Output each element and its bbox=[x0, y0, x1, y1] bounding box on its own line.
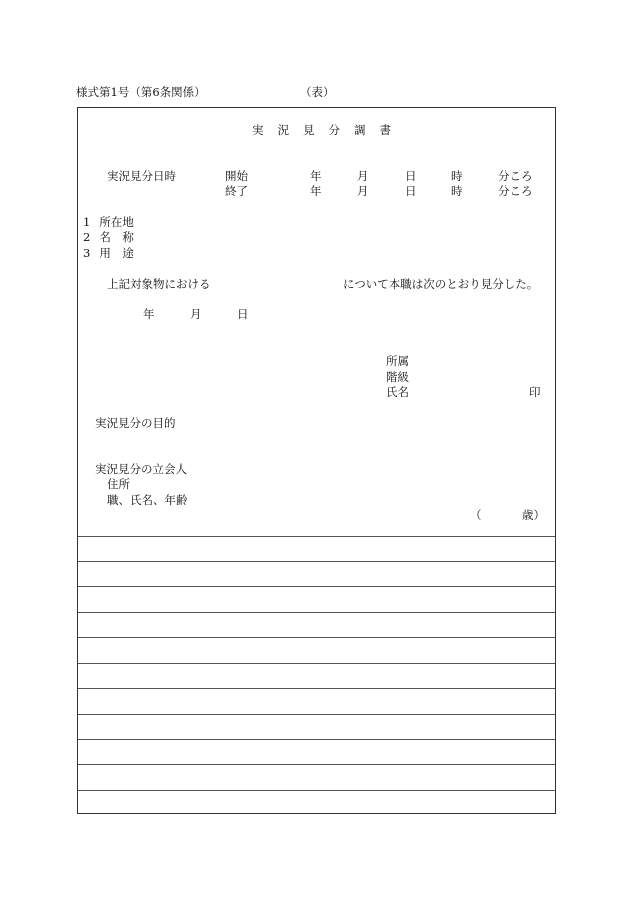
end-hour: 時 bbox=[451, 184, 463, 198]
officer-name: 氏名 bbox=[386, 385, 409, 399]
inspection-report-form bbox=[77, 107, 556, 814]
item-number: 1 bbox=[83, 215, 91, 229]
ruled-line bbox=[78, 536, 555, 537]
document-title bbox=[252, 125, 391, 137]
officer-rank: 階級 bbox=[386, 370, 409, 384]
ruled-line bbox=[78, 663, 555, 664]
ruled-line bbox=[78, 637, 555, 638]
witness-details: 職、氏名、年齢 bbox=[107, 493, 188, 507]
side-label: （表） bbox=[300, 85, 335, 99]
ruled-line bbox=[78, 561, 555, 562]
witness-address: 住所 bbox=[107, 477, 130, 491]
item-number: 2 bbox=[83, 230, 91, 244]
start-hour: 時 bbox=[451, 169, 463, 183]
date-year: 年 bbox=[143, 307, 155, 321]
date-day: 日 bbox=[237, 307, 249, 321]
end-label: 終了 bbox=[225, 184, 248, 198]
witness-label: 実況見分の立会人 bbox=[95, 462, 187, 476]
ruled-line bbox=[78, 739, 555, 740]
end-day: 日 bbox=[405, 184, 417, 198]
item-label: 名 称 bbox=[99, 230, 134, 244]
ruled-line bbox=[78, 688, 555, 689]
seal-mark: 印 bbox=[529, 385, 541, 399]
item-label: 用 途 bbox=[99, 246, 134, 260]
title-char: 況 bbox=[277, 123, 289, 137]
ruled-line bbox=[78, 714, 555, 715]
item-name bbox=[83, 232, 134, 244]
statement-suffix: について本職は次のとおり見分した。 bbox=[343, 277, 539, 291]
end-minute: 分ころ bbox=[498, 184, 533, 198]
title-char: 書 bbox=[379, 123, 391, 137]
ruled-line bbox=[78, 612, 555, 613]
title-char: 実 bbox=[252, 123, 264, 137]
start-minute: 分ころ bbox=[498, 169, 533, 183]
ruled-line bbox=[78, 764, 555, 765]
title-char: 分 bbox=[328, 123, 340, 137]
start-year: 年 bbox=[310, 169, 322, 183]
item-location bbox=[83, 217, 134, 229]
age-suffix: 歳） bbox=[522, 508, 545, 522]
start-day: 日 bbox=[405, 169, 417, 183]
purpose-label: 実況見分の目的 bbox=[95, 416, 176, 430]
ruled-line bbox=[78, 586, 555, 587]
ruled-line bbox=[78, 790, 555, 791]
item-number: 3 bbox=[83, 246, 91, 260]
datetime-label: 実況見分日時 bbox=[107, 169, 176, 183]
title-char: 見 bbox=[303, 123, 315, 137]
age-open-paren: （ bbox=[470, 508, 482, 522]
date-month: 月 bbox=[190, 307, 202, 321]
start-label: 開始 bbox=[225, 169, 248, 183]
officer-affiliation: 所属 bbox=[386, 354, 409, 368]
form-number-label: 様式第1号（第6条関係） bbox=[76, 85, 206, 99]
end-year: 年 bbox=[310, 184, 322, 198]
start-month: 月 bbox=[357, 169, 369, 183]
item-label: 所在地 bbox=[99, 215, 134, 229]
end-month: 月 bbox=[357, 184, 369, 198]
statement-prefix: 上記対象物における bbox=[107, 277, 211, 291]
item-use bbox=[83, 248, 134, 260]
title-char: 調 bbox=[354, 123, 366, 137]
